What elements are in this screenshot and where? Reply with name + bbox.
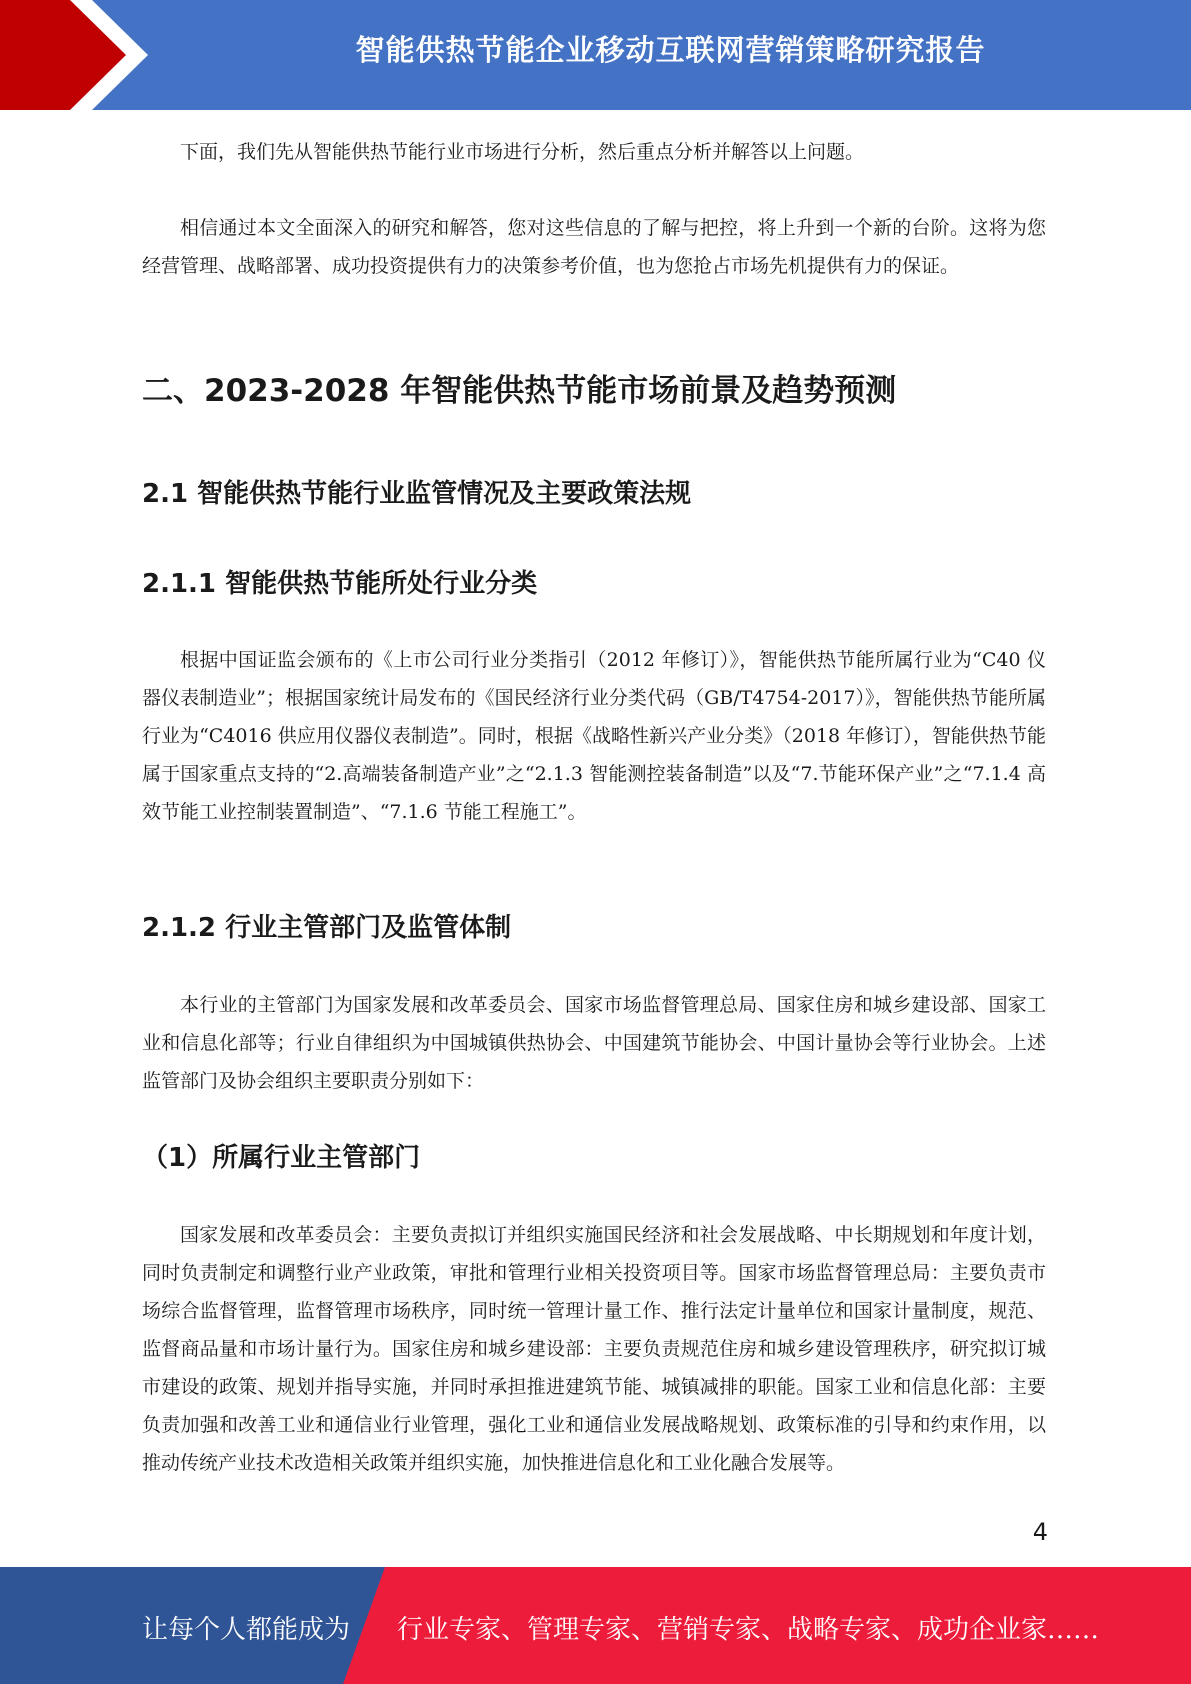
footer-slogan-right: 行业专家、管理专家、营销专家、战略专家、成功企业家……: [397, 1615, 1100, 1645]
subsection-heading-2-1-2: 2.1.2 行业主管部门及监管体制: [142, 913, 512, 943]
section-heading: 二、2023-2028 年智能供热节能市场前景及趋势预测: [142, 373, 897, 409]
classification-paragraph: 根据中国证监会颁布的《上市公司行业分类指引（2012 年修订）》，智能供热节能所属行业为“C40 仪器仪表制造业”；根据国家统计局发布的《国民经济行业分类代码（GB/T4754-2017）》，智能供热节能所属行业为“C4016 供应用仪器仪表制造”。同时，根据《战略性新兴产业分类》（2018 年修订），智能供热节能属于国家重点支持的“2.高端装备制造产业”之“2.1.3 智能测控装备制造”以及“7.节能环保产业”之“7.1.4 高效节能工业控制装置制造”、“7.1.6 节能工程施工”。: [142, 649, 1046, 823]
header-banner: [0, 0, 1191, 110]
footer-banner: [0, 1567, 1191, 1684]
regulation-paragraph: 本行业的主管部门为国家发展和改革委员会、国家市场监督管理总局、国家住房和城乡建设部、国家工业和信息化部等；行业自律组织为中国城镇供热协会、中国建筑节能协会、中国计量协会等行业协会。上述监管部门及协会组织主要职责分别如下：: [142, 994, 1046, 1092]
subsection-heading-2-1-1: 2.1.1 智能供热节能所处行业分类: [142, 569, 538, 599]
subsection-heading-2-1: 2.1 智能供热节能行业监管情况及主要政策法规: [142, 479, 692, 509]
page-number: 4: [1032, 1518, 1048, 1546]
report-title: 智能供热节能企业移动互联网营销策略研究报告: [355, 33, 986, 67]
intro-paragraph-2: 相信通过本文全面深入的研究和解答，您对这些信息的了解与把控，将上升到一个新的台阶。这将为您经营管理、战略部署、成功投资提供有力的决策参考价值，也为您抢占市场先机提供有力的保证。: [142, 217, 1046, 277]
subheading-competent-authorities: （1）所属行业主管部门: [142, 1143, 421, 1173]
intro-paragraph-1: 下面，我们先从智能供热节能行业市场进行分析，然后重点分析并解答以上问题。: [180, 141, 865, 163]
authorities-paragraph: 国家发展和改革委员会：主要负责拟订并组织实施国民经济和社会发展战略、中长期规划和年度计划，同时负责制定和调整行业产业政策，审批和管理行业相关投资项目等。国家市场监督管理总局：主要负责市场综合监督管理，监督管理市场秩序，同时统一管理计量工作、推行法定计量单位和国家计量制度，规范、监督商品量和市场计量行为。国家住房和城乡建设部：主要负责规范住房和城乡建设管理秩序，研究拟订城市建设的政策、规划并指导实施，并同时承担推进建筑节能、城镇减排的职能。国家工业和信息化部：主要负责加强和改善工业和通信业行业管理，强化工业和通信业发展战略规划、政策标准的引导和约束作用，以推动传统产业技术改造相关政策并组织实施，加快推进信息化和工业化融合发展等。: [142, 1224, 1046, 1474]
footer-slogan-left: 让每个人都能成为: [142, 1615, 351, 1645]
